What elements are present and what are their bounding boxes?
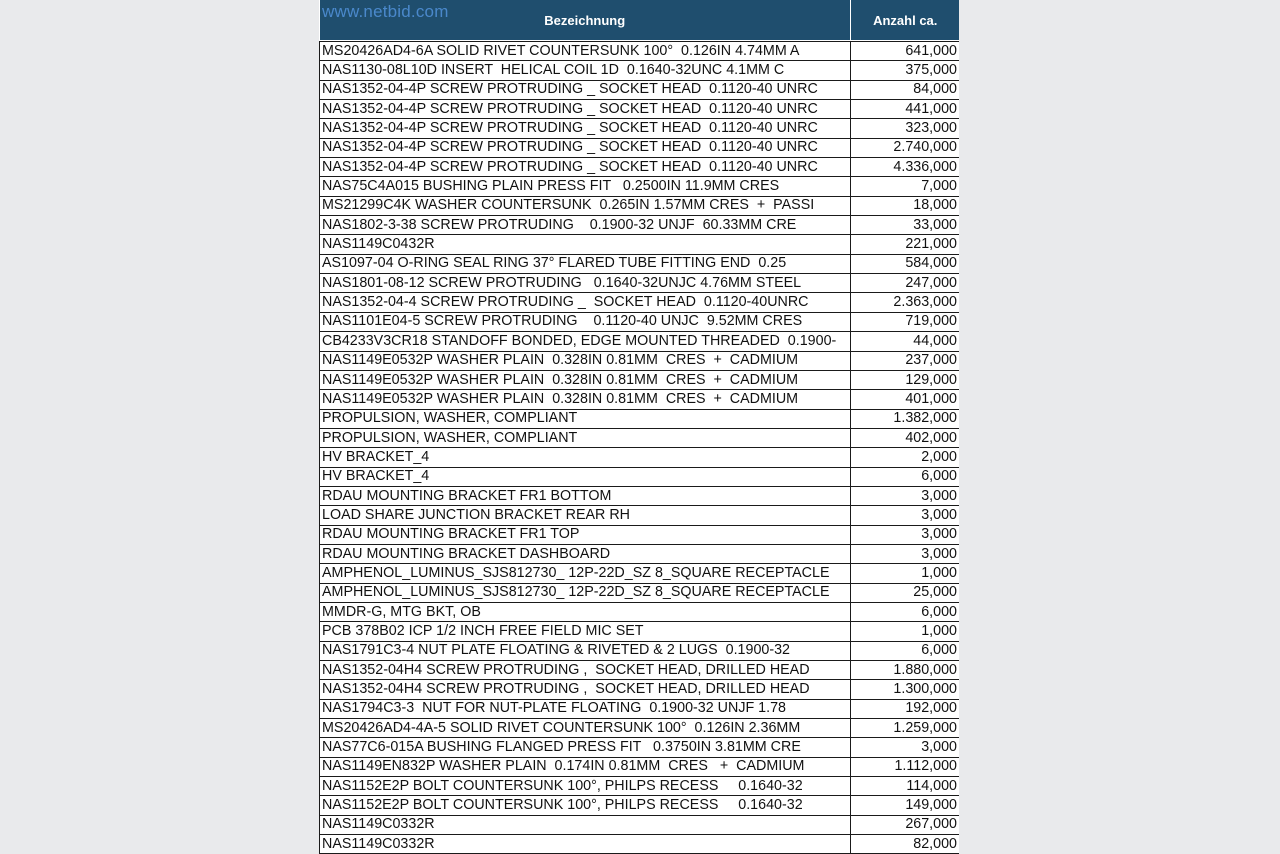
quantity-cell: 84,000: [851, 80, 960, 99]
description-cell: NAS1802-3-38 SCREW PROTRUDING 0.1900-32 UNJF 60.33MM CRE: [320, 216, 851, 235]
description-cell: NAS1352-04H4 SCREW PROTRUDING , SOCKET HEAD, DRILLED HEAD: [320, 661, 851, 680]
quantity-cell: 1.259,000: [851, 719, 960, 738]
quantity-cell: 1.880,000: [851, 661, 960, 680]
table-row: [320, 835, 960, 854]
table-row: [320, 661, 960, 680]
description-cell: NAS1352-04-4P SCREW PROTRUDING _ SOCKET HEAD 0.1120-40 UNRC: [320, 100, 851, 119]
description-cell: NAS1152E2P BOLT COUNTERSUNK 100°, PHILPS RECESS 0.1640-32: [320, 796, 851, 815]
description-cell: HV BRACKET_4: [320, 448, 851, 467]
table-row: [320, 777, 960, 796]
description-cell: RDAU MOUNTING BRACKET DASHBOARD: [320, 544, 851, 563]
description-cell: RDAU MOUNTING BRACKET FR1 TOP: [320, 525, 851, 544]
table-row: [320, 216, 960, 235]
quantity-cell: 584,000: [851, 254, 960, 273]
table-row: [320, 641, 960, 660]
table-row: [320, 602, 960, 621]
quantity-cell: 719,000: [851, 312, 960, 331]
description-cell: MMDR-G, MTG BKT, OB: [320, 602, 851, 621]
table-row: [320, 525, 960, 544]
quantity-cell: 4.336,000: [851, 158, 960, 177]
quantity-cell: 2,000: [851, 448, 960, 467]
description-cell: NAS1352-04H4 SCREW PROTRUDING , SOCKET HEAD, DRILLED HEAD: [320, 680, 851, 699]
quantity-cell: 3,000: [851, 486, 960, 505]
description-cell: AMPHENOL_LUMINUS_SJS812730_ 12P-22D_SZ 8_SQUARE RECEPTACLE: [320, 583, 851, 602]
quantity-cell: 237,000: [851, 351, 960, 370]
quantity-cell: 2.740,000: [851, 138, 960, 157]
table-row: [320, 351, 960, 370]
quantity-cell: 25,000: [851, 583, 960, 602]
quantity-cell: 1.300,000: [851, 680, 960, 699]
quantity-cell: 114,000: [851, 777, 960, 796]
quantity-cell: 6,000: [851, 467, 960, 486]
quantity-cell: 6,000: [851, 602, 960, 621]
table-row: [320, 100, 960, 119]
table-row: [320, 583, 960, 602]
quantity-cell: 2.363,000: [851, 293, 960, 312]
table-row: [320, 312, 960, 331]
description-cell: NAS1352-04-4P SCREW PROTRUDING _ SOCKET HEAD 0.1120-40 UNRC: [320, 80, 851, 99]
description-cell: NAS1352-04-4P SCREW PROTRUDING _ SOCKET HEAD 0.1120-40 UNRC: [320, 138, 851, 157]
header-description: Bezeichnung: [320, 0, 851, 40]
table-row: [320, 796, 960, 815]
quantity-cell: 3,000: [851, 525, 960, 544]
description-cell: NAS1149E0532P WASHER PLAIN 0.328IN 0.81MM CRES + CADMIUM: [320, 351, 851, 370]
table-row: [320, 61, 960, 80]
quantity-cell: 401,000: [851, 390, 960, 409]
description-cell: PROPULSION, WASHER, COMPLIANT: [320, 409, 851, 428]
description-cell: MS20426AD4-4A-5 SOLID RIVET COUNTERSUNK 100° 0.126IN 2.36MM: [320, 719, 851, 738]
description-cell: NAS1149C0332R: [320, 815, 851, 834]
quantity-cell: 3,000: [851, 506, 960, 525]
description-cell: MS20426AD4-6A SOLID RIVET COUNTERSUNK 100° 0.126IN 4.74MM A: [320, 42, 851, 61]
quantity-cell: 6,000: [851, 641, 960, 660]
table-row: [320, 409, 960, 428]
table-row: [320, 138, 960, 157]
table-row: [320, 177, 960, 196]
table-row: [320, 80, 960, 99]
watermark: www.netbid.com: [322, 2, 449, 21]
table-row: [320, 719, 960, 738]
table-row: [320, 293, 960, 312]
quantity-cell: 267,000: [851, 815, 960, 834]
table-row: [320, 564, 960, 583]
table-row: [320, 42, 960, 61]
description-cell: NAS1352-04-4P SCREW PROTRUDING _ SOCKET HEAD 0.1120-40 UNRC: [320, 158, 851, 177]
quantity-cell: 149,000: [851, 796, 960, 815]
table-row: [320, 622, 960, 641]
table-row: [320, 738, 960, 757]
quantity-cell: 44,000: [851, 332, 960, 351]
table-row: [320, 448, 960, 467]
table-row: [320, 370, 960, 389]
description-cell: NAS1791C3-4 NUT PLATE FLOATING & RIVETED & 2 LUGS 0.1900-32: [320, 641, 851, 660]
table-row: [320, 332, 960, 351]
quantity-cell: 1.112,000: [851, 757, 960, 776]
description-cell: NAS1352-04-4 SCREW PROTRUDING _ SOCKET HEAD 0.1120-40UNRC: [320, 293, 851, 312]
description-cell: NAS1101E04-5 SCREW PROTRUDING 0.1120-40 UNJC 9.52MM CRES: [320, 312, 851, 331]
table-row: [320, 486, 960, 505]
description-cell: PCB 378B02 ICP 1/2 INCH FREE FIELD MIC SET: [320, 622, 851, 641]
table-row: [320, 757, 960, 776]
spreadsheet-sheet: [319, 0, 959, 854]
quantity-cell: 7,000: [851, 177, 960, 196]
description-cell: NAS1149E0532P WASHER PLAIN 0.328IN 0.81MM CRES + CADMIUM: [320, 370, 851, 389]
description-cell: AMPHENOL_LUMINUS_SJS812730_ 12P-22D_SZ 8_SQUARE RECEPTACLE: [320, 564, 851, 583]
description-cell: NAS75C4A015 BUSHING PLAIN PRESS FIT 0.2500IN 11.9MM CRES: [320, 177, 851, 196]
parts-table: [319, 0, 959, 854]
table-row: [320, 815, 960, 834]
quantity-cell: 18,000: [851, 196, 960, 215]
table-row: [320, 196, 960, 215]
table-row: [320, 544, 960, 563]
description-cell: NAS1794C3-3 NUT FOR NUT-PLATE FLOATING 0.1900-32 UNJF 1.78: [320, 699, 851, 718]
header-quantity: Anzahl ca.: [851, 0, 960, 40]
table-row: [320, 699, 960, 718]
description-cell: RDAU MOUNTING BRACKET FR1 BOTTOM: [320, 486, 851, 505]
description-cell: NAS1130-08L10D INSERT HELICAL COIL 1D 0.1640-32UNC 4.1MM C: [320, 61, 851, 80]
table-row: [320, 254, 960, 273]
quantity-cell: 3,000: [851, 738, 960, 757]
table-row: [320, 158, 960, 177]
quantity-cell: 192,000: [851, 699, 960, 718]
quantity-cell: 33,000: [851, 216, 960, 235]
quantity-cell: 375,000: [851, 61, 960, 80]
description-cell: NAS1352-04-4P SCREW PROTRUDING _ SOCKET HEAD 0.1120-40 UNRC: [320, 119, 851, 138]
quantity-cell: 441,000: [851, 100, 960, 119]
table-row: [320, 235, 960, 254]
quantity-cell: 221,000: [851, 235, 960, 254]
quantity-cell: 82,000: [851, 835, 960, 854]
description-cell: MS21299C4K WASHER COUNTERSUNK 0.265IN 1.57MM CRES + PASSI: [320, 196, 851, 215]
table-body: [320, 42, 960, 854]
table-row: [320, 119, 960, 138]
table-row: [320, 390, 960, 409]
description-cell: NAS1149C0432R: [320, 235, 851, 254]
description-cell: NAS1152E2P BOLT COUNTERSUNK 100°, PHILPS RECESS 0.1640-32: [320, 777, 851, 796]
description-cell: LOAD SHARE JUNCTION BRACKET REAR RH: [320, 506, 851, 525]
description-cell: NAS1149C0332R: [320, 835, 851, 854]
quantity-cell: 129,000: [851, 370, 960, 389]
table-row: [320, 274, 960, 293]
quantity-cell: 247,000: [851, 274, 960, 293]
quantity-cell: 1,000: [851, 564, 960, 583]
description-cell: AS1097-04 O-RING SEAL RING 37° FLARED TUBE FITTING END 0.25: [320, 254, 851, 273]
table-row: [320, 467, 960, 486]
description-cell: NAS1801-08-12 SCREW PROTRUDING 0.1640-32UNJC 4.76MM STEEL: [320, 274, 851, 293]
description-cell: CB4233V3CR18 STANDOFF BONDED, EDGE MOUNTED THREADED 0.1900-: [320, 332, 851, 351]
quantity-cell: 641,000: [851, 42, 960, 61]
description-cell: HV BRACKET_4: [320, 467, 851, 486]
quantity-cell: 402,000: [851, 428, 960, 447]
table-row: [320, 680, 960, 699]
table-row: [320, 506, 960, 525]
description-cell: PROPULSION, WASHER, COMPLIANT: [320, 428, 851, 447]
quantity-cell: 323,000: [851, 119, 960, 138]
table-row: [320, 428, 960, 447]
description-cell: NAS1149EN832P WASHER PLAIN 0.174IN 0.81MM CRES + CADMIUM: [320, 757, 851, 776]
description-cell: NAS1149E0532P WASHER PLAIN 0.328IN 0.81MM CRES + CADMIUM: [320, 390, 851, 409]
quantity-cell: 3,000: [851, 544, 960, 563]
description-cell: NAS77C6-015A BUSHING FLANGED PRESS FIT 0.3750IN 3.81MM CRE: [320, 738, 851, 757]
quantity-cell: 1,000: [851, 622, 960, 641]
quantity-cell: 1.382,000: [851, 409, 960, 428]
